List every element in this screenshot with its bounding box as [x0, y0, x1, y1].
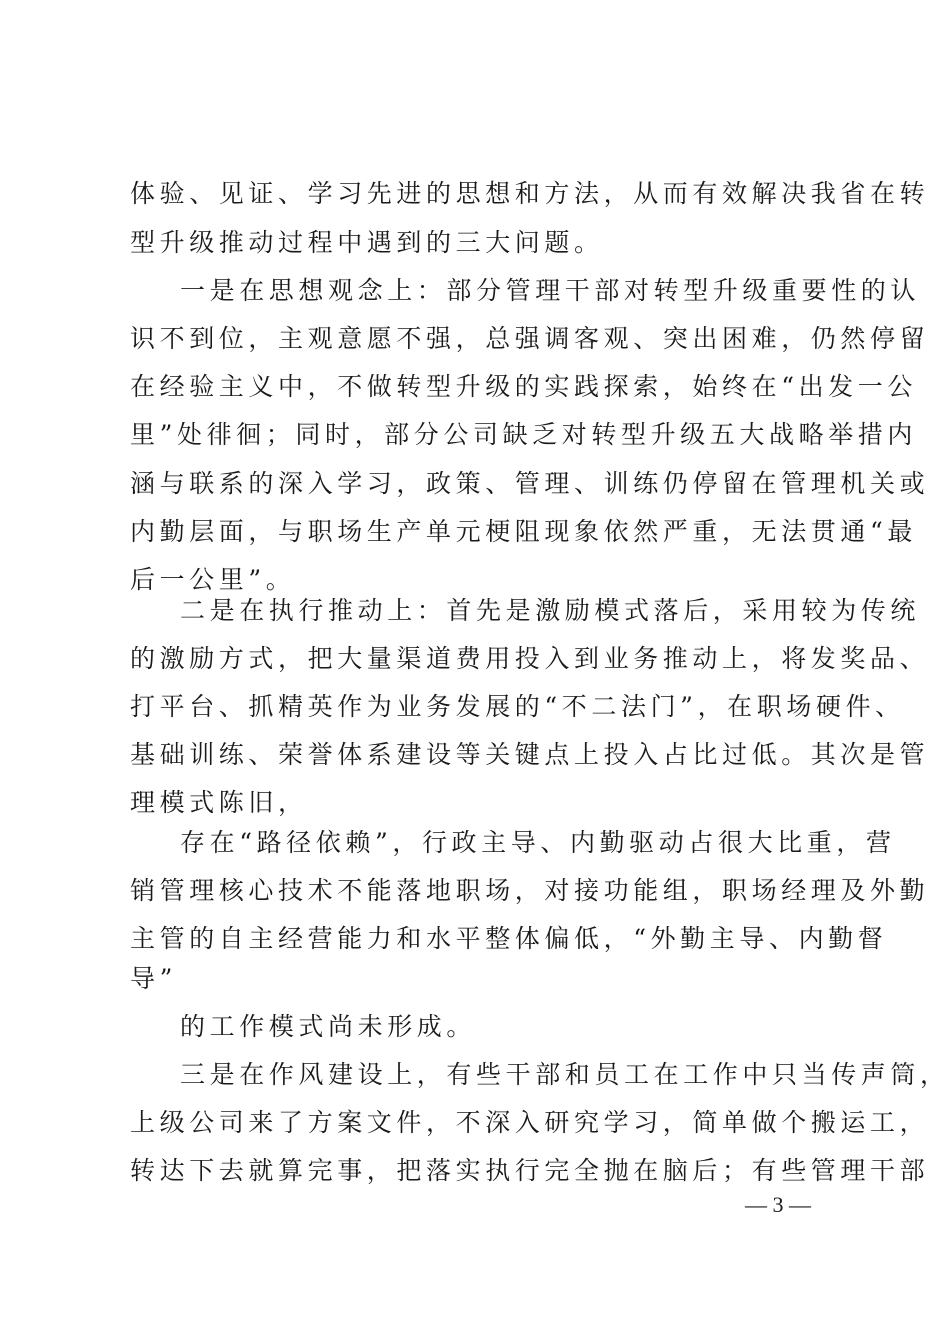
text-line: 型升级推动过程中遇到的三大问题。	[130, 228, 604, 257]
text-line: 的工作模式尚未形成。	[180, 1012, 477, 1041]
text-line: 三是在作风建设上，有些干部和员工在工作中只当传声筒，	[180, 1060, 950, 1089]
text-line: 在经验主义中，不做转型升级的实践探索，始终在“出发一公	[130, 372, 917, 401]
text-line: 里”处徘徊；同时，部分公司缺乏对转型升级五大战略举措内	[130, 420, 917, 449]
text-line: 转达下去就算完事，把落实执行完全抛在脑后；有些管理干部	[130, 1156, 930, 1185]
text-line: 理模式陈旧，	[130, 788, 308, 817]
text-line: 内勤层面，与职场生产单元梗阻现象依然严重，无法贯通“最	[130, 517, 917, 546]
page-number: — 3 —	[745, 1192, 811, 1217]
text-line: 识不到位，主观意愿不强，总强调客观、突出困难，仍然停留	[130, 324, 930, 353]
text-line: 导”	[130, 964, 177, 993]
text-line: 销管理核心技术不能落地职场，对接功能组，职场经理及外勤	[130, 876, 930, 905]
text-line: 体验、见证、学习先进的思想和方法，从而有效解决我省在转	[130, 179, 930, 208]
text-line: 后一公里”。	[130, 565, 296, 594]
text-line: 打平台、抓精英作为业务发展的“不二法门”，在职场硬件、	[130, 692, 905, 721]
text-line: 基础训练、荣誉体系建设等关键点上投入占比过低。其次是管	[130, 740, 930, 769]
text-line: 主管的自主经营能力和水平整体偏低，“外勤主导、内勤督	[130, 924, 888, 953]
text-line: 存在“路径依赖”，行政主导、内勤驱动占很大比重，营	[180, 828, 896, 857]
text-line: 涵与联系的深入学习，政策、管理、训练仍停留在管理机关或	[130, 469, 930, 498]
text-line: 上级公司来了方案文件，不深入研究学习，简单做个搬运工，	[130, 1108, 930, 1137]
text-line: 二是在执行推动上：首先是激励模式落后，采用较为传统	[180, 596, 921, 625]
text-line: 一是在思想观念上：部分管理干部对转型升级重要性的认	[180, 276, 921, 305]
text-line: 的激励方式，把大量渠道费用投入到业务推动上，将发奖品、	[130, 644, 930, 673]
